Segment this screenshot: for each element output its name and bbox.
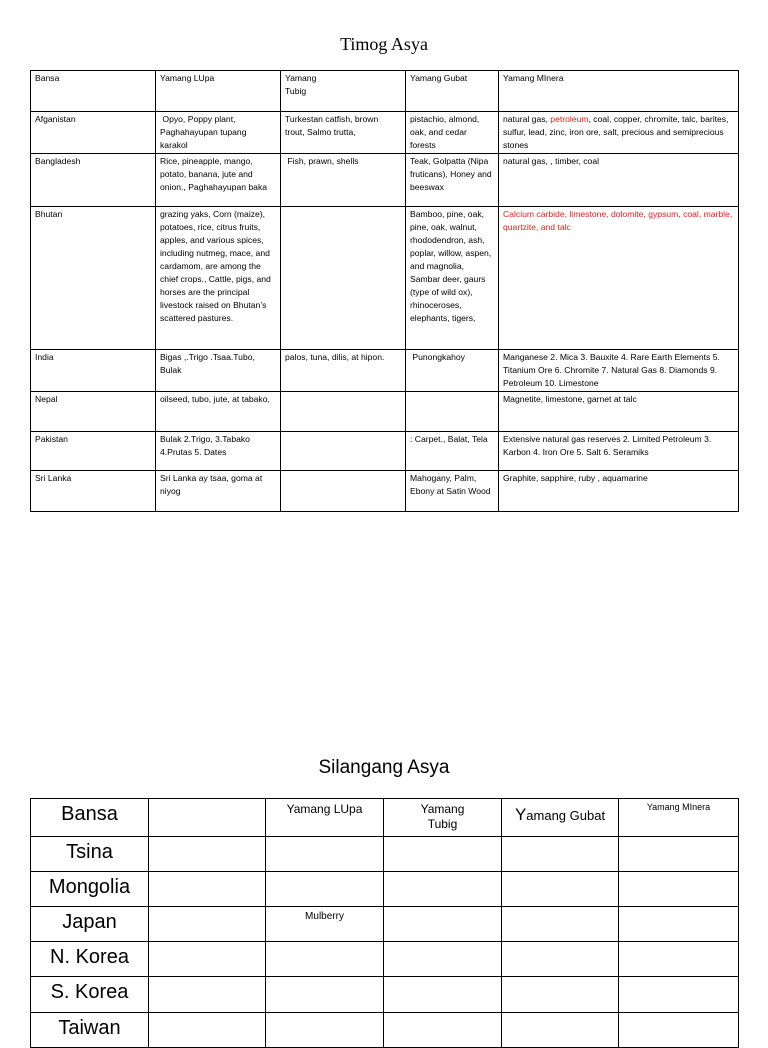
cell-lupa: Sri Lanka ay tsaa, goma at niyog: [156, 471, 281, 512]
cell-country: Japan: [31, 907, 149, 942]
cell-lupa: Bigas ,.Trigo .Tsaa.Tubo, Bulak: [156, 350, 281, 392]
cell-gubat: [502, 1013, 619, 1048]
cell-blank: [149, 907, 266, 942]
cell-minera: [619, 872, 739, 907]
table-header-row: [31, 799, 739, 837]
header-yamang-gubat: Yamang Gubat: [406, 71, 499, 112]
cell-country: Tsina: [31, 837, 149, 872]
table-row: [31, 432, 739, 471]
header-yamang-lupa: Yamang LUpa: [156, 71, 281, 112]
cell-lupa: [266, 977, 384, 1013]
cell-tubig: [384, 942, 502, 977]
cell-tubig: [281, 392, 406, 432]
cell-blank: [149, 837, 266, 872]
header-yamang-lupa: Yamang LUpa: [266, 799, 384, 837]
table-row: [31, 837, 739, 872]
header-yamang-tubig: Yamang Tubig: [384, 799, 502, 837]
header-gubat-initial: Y: [514, 805, 527, 824]
page-title-timog-asya: Timog Asya: [340, 34, 428, 54]
header-yamang-minera: Yamang MInera: [619, 799, 739, 837]
cell-country: Nepal: [31, 392, 156, 432]
cell-minera: [619, 1013, 739, 1048]
cell-minera: Manganese 2. Mica 3. Bauxite 4. Rare Earth Elements 5. Titanium Ore 6. Chromite 7. Natural Gas 8. Diamonds 9. Petroleum 10. Limestone: [499, 350, 739, 392]
cell-lupa: [156, 207, 281, 350]
cell-blank: [149, 1013, 266, 1048]
cell-minera: Graphite, sapphire, ruby , aquamarine: [499, 471, 739, 512]
cell-tubig: palos, tuna, dilis, at hipon.: [281, 350, 406, 392]
minera-text: , coal, copper, chromite, talc, barites, sulfur, lead, zinc, iron ore, salt, precious and semiprecious stones: [503, 114, 729, 150]
table-row: [31, 977, 739, 1013]
cell-gubat: [406, 392, 499, 432]
cell-gubat: Punongkahoy: [406, 350, 499, 392]
cell-tubig: [281, 432, 406, 471]
cell-gubat: [502, 837, 619, 872]
cell-minera: [619, 942, 739, 977]
table-row: [31, 471, 739, 512]
cell-tubig: [384, 1013, 502, 1048]
cell-tubig: Fish, prawn, shells: [281, 154, 406, 207]
cell-lupa: [266, 1013, 384, 1048]
cell-country: Bangladesh: [31, 154, 156, 207]
cell-lupa: oilseed, tubo, jute, at tabako,: [156, 392, 281, 432]
header-yamang-tubig: Yamang Tubig: [281, 71, 406, 112]
cell-country: Pakistan: [31, 432, 156, 471]
cell-country: Taiwan: [31, 1013, 149, 1048]
table-row: [31, 154, 739, 207]
cell-gubat-text: Bamboo, pine, oak, pine, oak, walnut, rhododendron, ash, poplar, willow, aspen, and magnolia, Sambar deer, gaurs (type of wild ox), rhinoceroses, elephants, tigers,: [410, 209, 492, 323]
cell-lupa: Rice, pineapple, mango, potato, banana, jute and onion., Paghahayupan baka: [156, 154, 281, 207]
table-row: [31, 907, 739, 942]
cell-minera: [619, 837, 739, 872]
table-row: [31, 872, 739, 907]
timog-asya-table: [30, 70, 739, 512]
table-row: [31, 942, 739, 977]
cell-tubig: Turkestan catfish, brown trout, Salmo trutta,: [281, 112, 406, 154]
cell-lupa: Bulak 2.Trigo, 3.Tabako 4.Prutas 5. Dates: [156, 432, 281, 471]
cell-blank: [149, 942, 266, 977]
table-row: [31, 112, 739, 154]
cell-country: India: [31, 350, 156, 392]
cell-gubat: Teak, Golpatta (Nipa fruticans), Honey and beeswax: [406, 154, 499, 207]
cell-country: Sri Lanka: [31, 471, 156, 512]
cell-gubat: [502, 977, 619, 1013]
cell-minera: natural gas, , timber, coal: [499, 154, 739, 207]
cell-lupa: [266, 872, 384, 907]
table-header-row: [31, 71, 739, 112]
cell-minera: Calcium carbide, limestone, dolomite, gypsum, coal, marble, quartzite, and talc: [499, 207, 739, 350]
cell-lupa: Mulberry: [266, 907, 384, 942]
table-row: [31, 350, 739, 392]
cell-tubig: [384, 837, 502, 872]
cell-country: S. Korea: [31, 977, 149, 1013]
cell-gubat: pistachio, almond, oak, and cedar forests: [406, 112, 499, 154]
cell-gubat: [502, 907, 619, 942]
table-row: [31, 207, 739, 350]
header-yamang-minera: Yamang MInera: [499, 71, 739, 112]
cell-lupa-text: grazing yaks, Corn (maize), potatoes, rice, citrus fruits, apples, and various spices, including nutmeg, mace, and cardamom, are among the chief crops., Cattle, pigs, and horses are the principal livestock raised on Bhutan’s scattered pastures.: [160, 209, 271, 323]
cell-country: Bhutan: [31, 207, 156, 350]
cell-gubat: [502, 942, 619, 977]
cell-minera: [499, 112, 739, 154]
cell-lupa: Opyo, Poppy plant, Paghahayupan tupang karakol: [156, 112, 281, 154]
cell-country: Mongolia: [31, 872, 149, 907]
cell-gubat: [502, 872, 619, 907]
table-row: [31, 1013, 739, 1048]
header-gubat-rest: amang Gubat: [526, 808, 606, 823]
cell-tubig: [384, 977, 502, 1013]
cell-gubat: [406, 207, 499, 350]
cell-gubat: Mahogany, Palm, Ebony at Satin Wood: [406, 471, 499, 512]
cell-minera: Extensive natural gas reserves 2. Limited Petroleum 3. Karbon 4. Iron Ore 5. Salt 6. Seramiks: [499, 432, 739, 471]
header-bansa: Bansa: [31, 799, 149, 837]
header-yamang-gubat: [502, 799, 619, 837]
header-blank: [149, 799, 266, 837]
header-bansa: Bansa: [31, 71, 156, 112]
cell-minera: [619, 907, 739, 942]
cell-tubig: [281, 207, 406, 350]
cell-country: Afganistan: [31, 112, 156, 154]
page-title-silangang-asya: Silangang Asya: [318, 757, 450, 778]
cell-minera: [619, 977, 739, 1013]
cell-tubig: [384, 907, 502, 942]
cell-lupa: [266, 942, 384, 977]
table-row: [31, 392, 739, 432]
minera-text: natural gas,: [503, 114, 551, 124]
cell-blank: [149, 872, 266, 907]
cell-tubig: [281, 471, 406, 512]
cell-lupa: [266, 837, 384, 872]
cell-country: N. Korea: [31, 942, 149, 977]
silangang-asya-table: [30, 798, 739, 1048]
minera-highlight: petroleum: [550, 114, 589, 124]
cell-gubat: : Carpet., Balat, Tela: [406, 432, 499, 471]
cell-tubig: [384, 872, 502, 907]
cell-minera: Magnetite, limestone, garnet at talc: [499, 392, 739, 432]
cell-blank: [149, 977, 266, 1013]
